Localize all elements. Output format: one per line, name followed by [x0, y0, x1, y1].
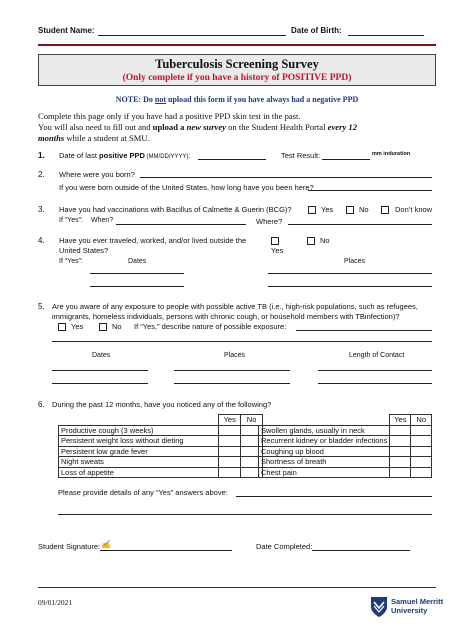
symptom-label: Loss of appetite: [59, 467, 219, 478]
q4-no-label: No: [320, 236, 330, 245]
q6-details-line-2[interactable]: [58, 514, 432, 515]
q4-dates-line-2[interactable]: [90, 286, 184, 287]
q5-col-dates: Dates: [92, 352, 111, 359]
q5-yes-label: Yes: [71, 322, 84, 331]
q5-places-line-1[interactable]: [174, 370, 290, 371]
q5-col-length: Length of Contact: [349, 352, 405, 359]
no-header: No: [411, 415, 432, 426]
q5-dates-line-2[interactable]: [52, 383, 148, 384]
student-name-label: Student Name:: [38, 26, 95, 35]
q5-describe-line-2[interactable]: [52, 341, 432, 342]
q4-number: 4.: [38, 236, 45, 245]
symptom-yes-cell[interactable]: [219, 446, 241, 457]
table-row: [259, 467, 432, 478]
table-row: [59, 457, 263, 468]
logo-line-1: Samuel Merritt: [391, 597, 444, 606]
intro-text: Complete this page only if you have had a positive PPD skin test in the past. You will also need to fill out and upload a new survey on the Student Health Portal every 12 months while a student at SMU.: [38, 111, 358, 143]
symptom-no-cell[interactable]: [411, 467, 432, 478]
table-row: [59, 446, 263, 457]
q3-yes-checkbox[interactable]: [308, 206, 316, 214]
signature-line[interactable]: [100, 550, 232, 551]
title-box: [38, 54, 436, 86]
q2-duration-line[interactable]: [308, 190, 432, 191]
form-title: Tuberculosis Screening Survey: [155, 57, 319, 71]
q5-dates-line-1[interactable]: [52, 370, 148, 371]
q5-label: Are you aware of any exposure to people with possible active TB (i.e., high-risk populations, such as refugees, immigrants, homeless individuals, persons with chronic cough, or household members with TBinfection)?: [52, 302, 418, 321]
symptom-label: Persistent low grade fever: [59, 446, 219, 457]
q2-label: Where were you born?: [59, 170, 135, 179]
table-row: [259, 436, 432, 447]
symptom-yes-cell[interactable]: [390, 457, 411, 468]
q4-dates-line-1[interactable]: [90, 273, 184, 274]
table-row: [259, 446, 432, 457]
q5-length-line-2[interactable]: [318, 383, 432, 384]
q5-describe-label: If “Yes,” describe nature of possible exposure:: [134, 322, 287, 331]
q5-col-places: Places: [224, 352, 246, 359]
form-subtitle: (Only complete if you have a history of POSITIVE PPD): [122, 73, 352, 83]
table-row: [59, 415, 263, 426]
q5-length-line-1[interactable]: [318, 370, 432, 371]
logo-line-2: University: [391, 605, 428, 615]
q3-where-line[interactable]: [288, 224, 432, 225]
q4-places-header: Places: [344, 258, 366, 265]
q3-no-checkbox[interactable]: [346, 206, 354, 214]
q2-birthplace-line[interactable]: [140, 177, 432, 178]
note: NOTE: Do not upload this form if you have always had a negative PPD: [115, 95, 359, 104]
footer-divider: [38, 587, 436, 588]
symptom-yes-cell[interactable]: [390, 436, 411, 447]
q5-describe-line-1[interactable]: [296, 330, 432, 331]
yes-header: Yes: [390, 415, 411, 426]
q2-followup: If you were born outside of the United States, how long have you been here?: [59, 183, 314, 192]
q3-number: 3.: [38, 205, 45, 214]
q6-symptom-table-right: [258, 414, 432, 478]
date-completed-label: Date Completed:: [256, 542, 313, 551]
signature-label: Student Signature:: [38, 542, 101, 551]
symptom-label: Productive cough (3 weeks): [59, 425, 219, 436]
table-row: [59, 436, 263, 447]
q4-if-yes: If “Yes”:: [59, 258, 83, 265]
q5-number: 5.: [38, 302, 45, 311]
q4-no-checkbox[interactable]: [307, 237, 315, 245]
symptom-no-cell[interactable]: [411, 436, 432, 447]
q3-if-yes: If “Yes”:: [59, 217, 83, 224]
q3-dont-know-checkbox[interactable]: [381, 206, 389, 214]
q3-when-label: When?: [91, 217, 114, 224]
q4-yes-label: Yes: [271, 246, 284, 255]
q6-number: 6.: [38, 400, 45, 409]
dob-line[interactable]: [348, 35, 424, 36]
shield-icon: [370, 596, 388, 618]
symptom-no-cell[interactable]: [411, 446, 432, 457]
q3-where-label: Where?: [256, 217, 283, 226]
q5-yes-checkbox[interactable]: [58, 323, 66, 331]
q3-no-label: No: [359, 205, 369, 214]
q5-no-checkbox[interactable]: [99, 323, 107, 331]
table-row: [259, 457, 432, 468]
q6-label: During the past 12 months, have you noticed any of the following?: [52, 400, 272, 409]
q2-number: 2.: [38, 170, 45, 179]
q4-places-line-2[interactable]: [268, 286, 432, 287]
q1-result-line[interactable]: [322, 159, 370, 160]
symptom-yes-cell[interactable]: [219, 436, 241, 447]
q3-yes-label: Yes: [321, 205, 334, 214]
student-name-line[interactable]: [98, 35, 286, 36]
symptom-label: Coughing up blood: [259, 446, 390, 457]
table-row: [59, 467, 263, 478]
symptom-label: Night sweats: [59, 457, 219, 468]
symptom-label: Shortness of breath: [259, 457, 390, 468]
symptom-yes-cell[interactable]: [219, 467, 241, 478]
q3-label: Have you had vaccinations with Bacillus of Calmette & Guerin (BCG)?: [59, 205, 292, 214]
symptom-yes-cell[interactable]: [390, 446, 411, 457]
no-header: No: [241, 415, 263, 426]
table-row: [59, 425, 263, 436]
symptom-yes-cell[interactable]: [390, 467, 411, 478]
signature-pen-icon: ✍: [101, 540, 111, 549]
symptom-yes-cell[interactable]: [219, 425, 241, 436]
q1-test-result-label: Test Result:: [281, 151, 321, 160]
q1-label: Date of last positive PPD (MM/DD/YYYY):: [59, 151, 191, 160]
q6-symptom-table-left: [58, 414, 263, 478]
q1-unit: mm induration: [372, 151, 411, 157]
symptom-no-cell[interactable]: [411, 425, 432, 436]
q4-dates-header: Dates: [128, 258, 147, 265]
header-divider: [38, 44, 436, 46]
q4-yes-checkbox[interactable]: [271, 237, 279, 245]
q4-label: Have you ever traveled, worked, and/or lived outside the United States?: [59, 236, 247, 255]
q6-details-line-1[interactable]: [236, 496, 432, 497]
q6-details-label: Please provide details of any “Yes” answers above:: [58, 488, 228, 497]
symptom-yes-cell[interactable]: [219, 457, 241, 468]
university-logo: [370, 596, 470, 618]
dob-label: Date of Birth:: [291, 26, 342, 35]
yes-header: Yes: [219, 415, 241, 426]
table-row: [259, 415, 432, 426]
symptom-label: Chest pain: [259, 467, 390, 478]
symptom-label: Persistent weight loss without dieting: [59, 436, 219, 447]
symptom-label: Recurrent kidney or bladder infections: [259, 436, 390, 447]
q3-when-line[interactable]: [116, 224, 246, 225]
q5-no-label: No: [112, 322, 122, 331]
q5-places-line-2[interactable]: [174, 383, 290, 384]
q4-places-line-1[interactable]: [268, 273, 432, 274]
q1-number: 1.: [38, 151, 45, 160]
symptom-yes-cell[interactable]: [390, 425, 411, 436]
revision-date: 09/01/2021: [38, 598, 73, 607]
q3-dont-know-label: Don’t know: [395, 205, 433, 214]
symptom-no-cell[interactable]: [411, 457, 432, 468]
date-completed-line[interactable]: [312, 550, 410, 551]
q1-date-line[interactable]: [198, 159, 266, 160]
symptom-label: Swollen glands, usually in neck: [259, 425, 390, 436]
table-row: [259, 425, 432, 436]
